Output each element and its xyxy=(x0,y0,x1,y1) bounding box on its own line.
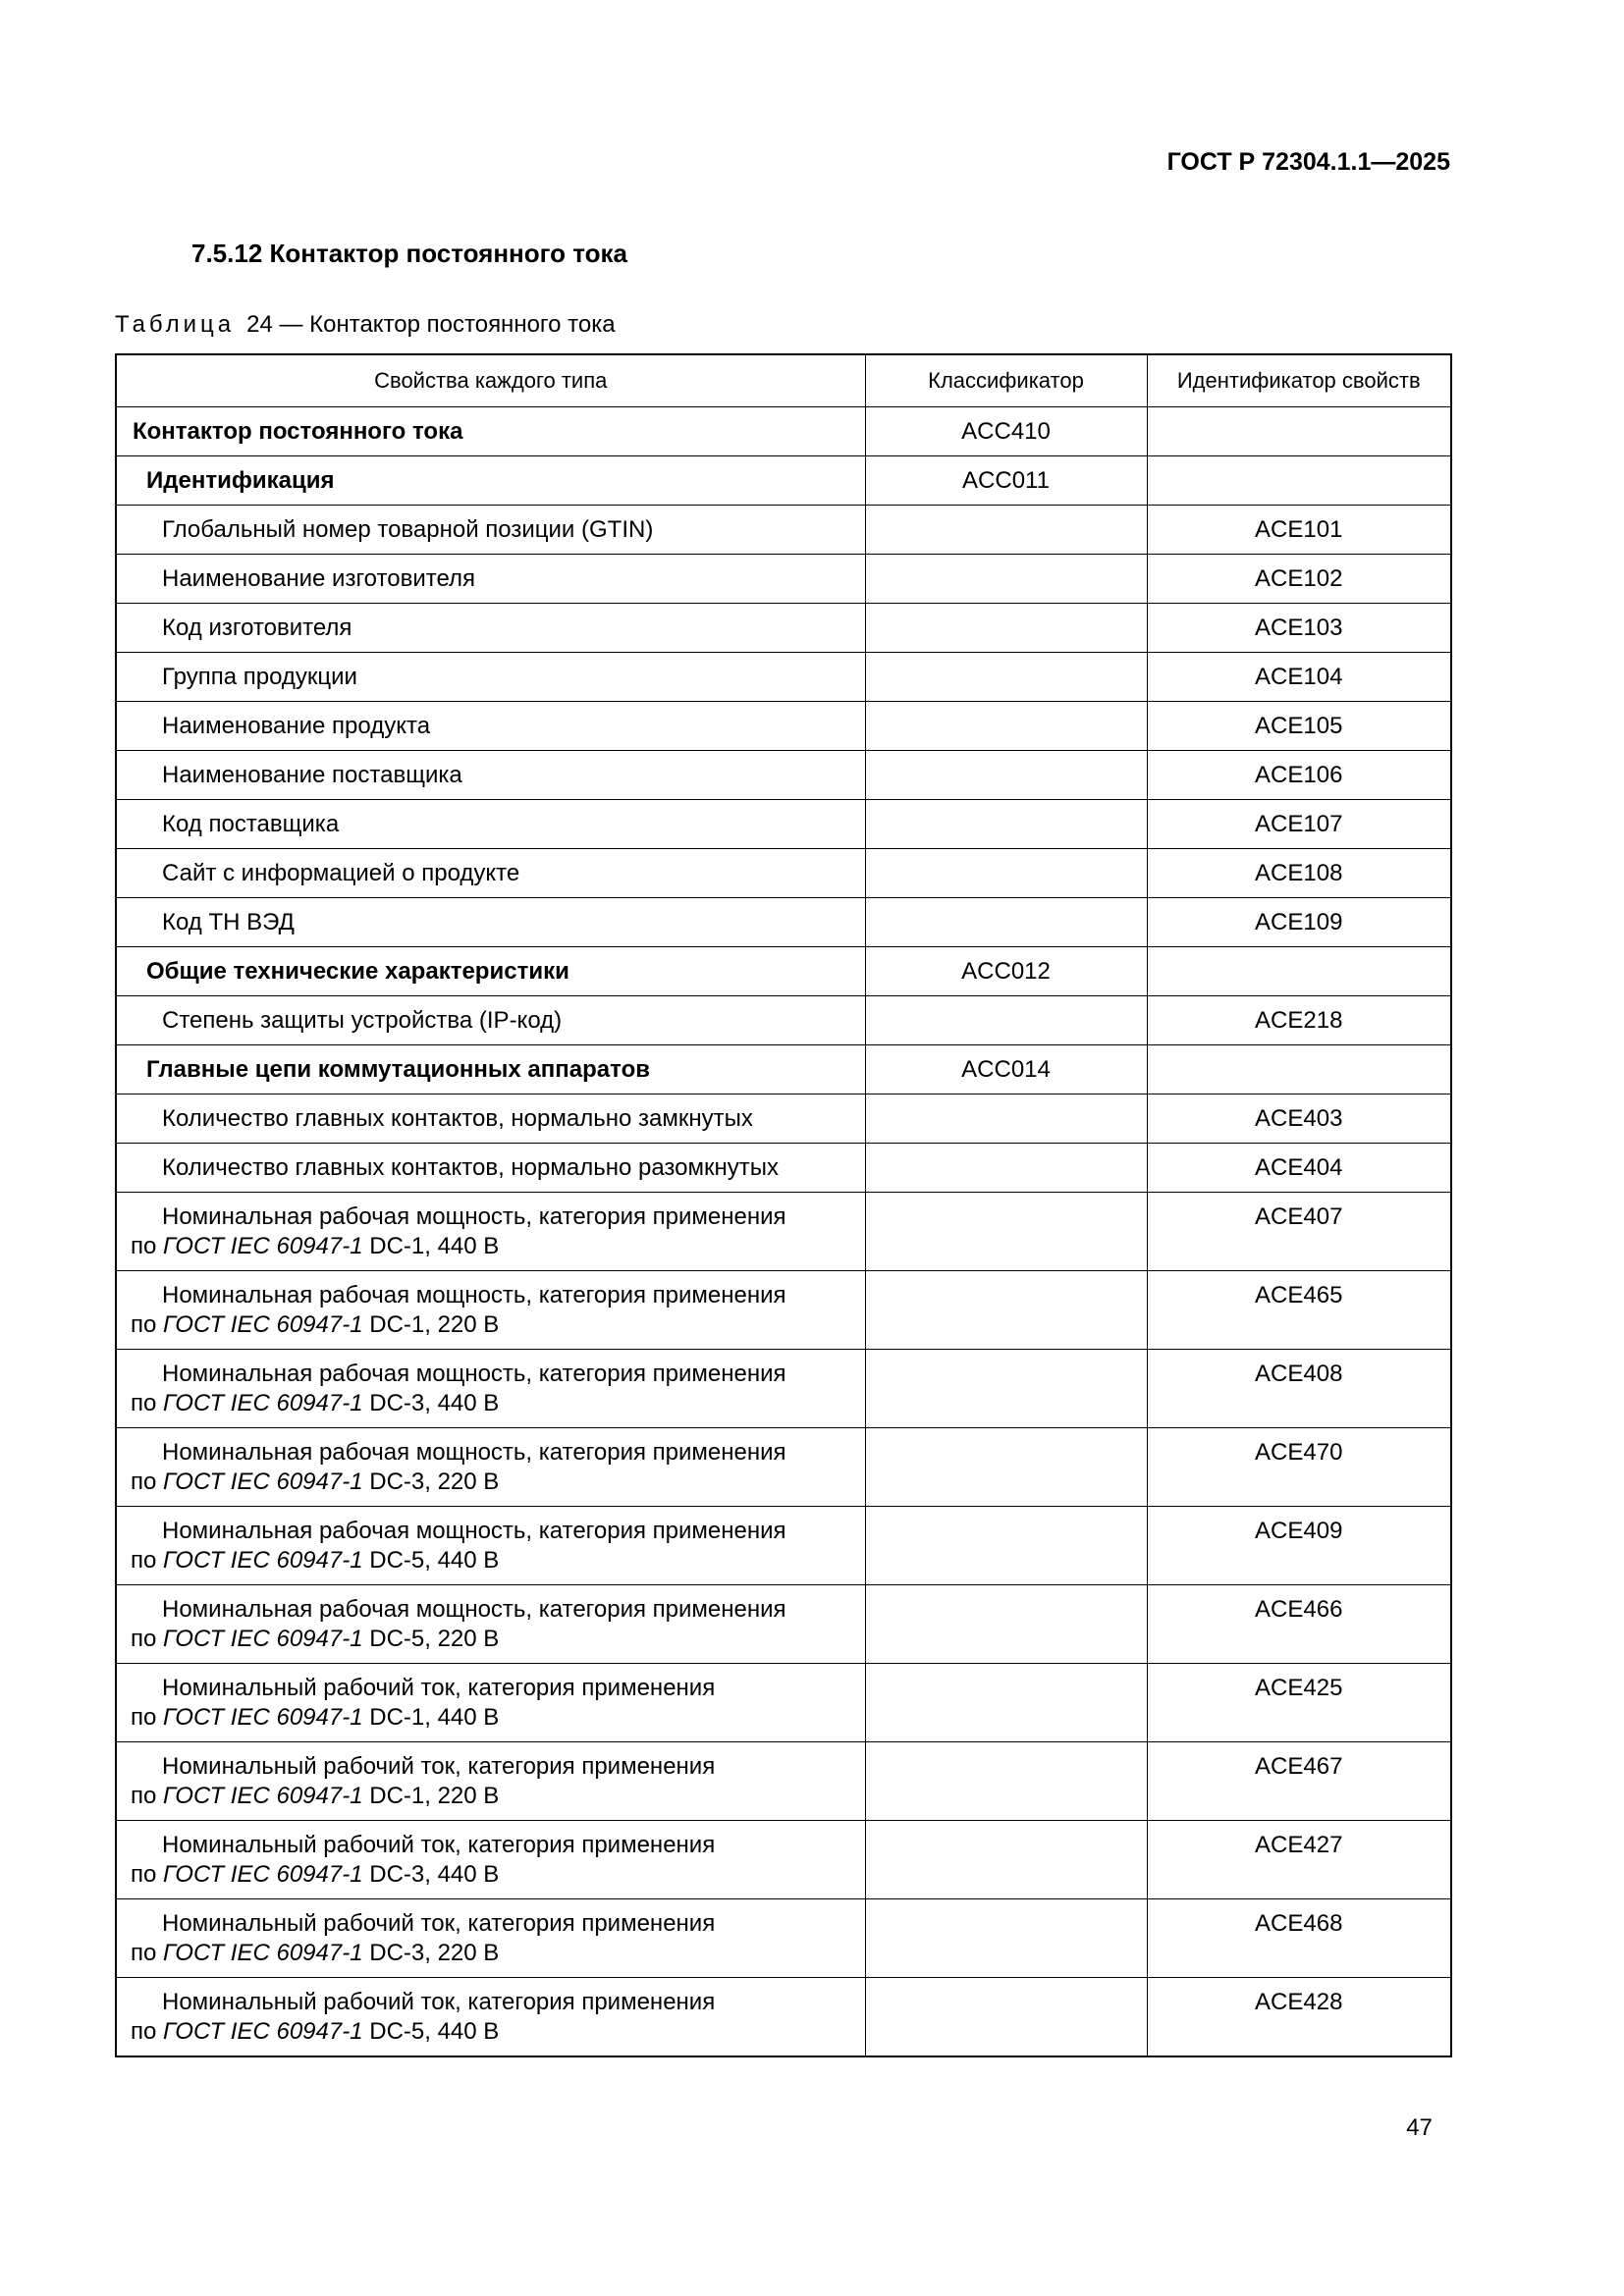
property-cell xyxy=(116,1045,865,1095)
identifier-cell: ACE425 xyxy=(1147,1664,1451,1742)
table-row xyxy=(116,1899,1451,1978)
property-cell xyxy=(116,996,865,1045)
classifier-cell xyxy=(865,1507,1147,1585)
identifier-cell: ACE409 xyxy=(1147,1507,1451,1585)
property-text-segment: Номинальный рабочий ток, категория применения xyxy=(162,1753,716,1780)
property-text-segment: по xyxy=(131,1547,164,1574)
property-text-segment: Группа продукции xyxy=(162,664,357,690)
identifier-cell: ACE408 xyxy=(1147,1350,1451,1428)
property-text-segment: Главные цепи коммутационных аппаратов xyxy=(146,1056,650,1083)
property-text-segment: DC-1, 440 В xyxy=(362,1233,500,1259)
property-text-segment: Номинальный рабочий ток, категория применения xyxy=(162,1989,716,2015)
table-header-row xyxy=(116,354,1451,407)
table-row xyxy=(116,898,1451,947)
property-cell xyxy=(116,947,865,996)
property-text-segment: по xyxy=(131,1311,164,1338)
property-text-segment: ГОСТ IEC 60947-1 xyxy=(163,1547,363,1574)
identifier-cell: ACE104 xyxy=(1147,653,1451,702)
property-text-segment: ГОСТ IEC 60947-1 xyxy=(163,1783,363,1809)
identifier-cell: ACE465 xyxy=(1147,1271,1451,1350)
identifier-cell: ACE468 xyxy=(1147,1899,1451,1978)
classifier-cell xyxy=(865,898,1147,947)
property-text-segment: Наименование продукта xyxy=(162,713,431,739)
property-text-segment: Контактор постоянного тока xyxy=(133,418,463,445)
table-caption-text: 24 — Контактор постоянного тока xyxy=(246,311,616,338)
identifier-cell: ACE109 xyxy=(1147,898,1451,947)
property-text-segment: Номинальная рабочая мощность, категория применения xyxy=(162,1282,786,1308)
table-row xyxy=(116,604,1451,653)
identifier-cell: ACE403 xyxy=(1147,1095,1451,1144)
table-row xyxy=(116,1821,1451,1899)
property-cell xyxy=(116,1899,865,1978)
table-row xyxy=(116,1271,1451,1350)
table-24 xyxy=(115,353,1452,2057)
table-row xyxy=(116,456,1451,506)
classifier-cell xyxy=(865,555,1147,604)
property-cell xyxy=(116,1144,865,1193)
property-cell xyxy=(116,456,865,506)
classifier-cell xyxy=(865,1585,1147,1664)
document-page xyxy=(115,147,1450,2142)
property-text-segment: DC-3, 440 В xyxy=(362,1390,500,1416)
property-cell xyxy=(116,1821,865,1899)
property-text-segment: Наименование изготовителя xyxy=(162,565,475,592)
table-row xyxy=(116,1350,1451,1428)
property-cell xyxy=(116,506,865,555)
identifier-cell: ACE427 xyxy=(1147,1821,1451,1899)
column-header-identifier: Идентификатор свойств xyxy=(1147,354,1451,407)
property-text-segment: по xyxy=(131,1390,164,1416)
table-row xyxy=(116,849,1451,898)
property-text-segment: Номинальный рабочий ток, категория применения xyxy=(162,1675,716,1701)
property-text-segment: по xyxy=(131,1626,164,1652)
column-header-properties: Свойства каждого типа xyxy=(116,354,865,407)
property-text-segment: Глобальный номер товарной позиции (GTIN) xyxy=(162,516,654,543)
property-text-segment: DC-5, 440 В xyxy=(362,1547,500,1574)
identifier-cell: ACE105 xyxy=(1147,702,1451,751)
column-header-classifier: Классификатор xyxy=(865,354,1147,407)
identifier-cell: ACE218 xyxy=(1147,996,1451,1045)
property-text-segment: Идентификация xyxy=(146,467,335,494)
property-text-segment: DC-5, 220 В xyxy=(362,1626,500,1652)
property-text-segment: ГОСТ IEC 60947-1 xyxy=(163,1940,363,1966)
running-header: ГОСТ Р 72304.1.1—2025 xyxy=(1166,148,1450,176)
table-row xyxy=(116,1193,1451,1271)
section-heading: 7.5.12 Контактор постоянного тока xyxy=(191,239,627,268)
table-caption xyxy=(115,310,1450,340)
table-row xyxy=(116,1742,1451,1821)
identifier-cell xyxy=(1147,1045,1451,1095)
property-text-segment: DC-1, 440 В xyxy=(362,1704,500,1731)
property-cell xyxy=(116,1428,865,1507)
property-text-segment: Номинальная рабочая мощность, категория применения xyxy=(162,1361,786,1387)
classifier-cell xyxy=(865,849,1147,898)
identifier-cell: ACE470 xyxy=(1147,1428,1451,1507)
classifier-cell: ACC014 xyxy=(865,1045,1147,1095)
classifier-cell: ACC012 xyxy=(865,947,1147,996)
property-text-segment: DC-5, 440 В xyxy=(362,2018,500,2045)
property-cell xyxy=(116,1271,865,1350)
classifier-cell xyxy=(865,604,1147,653)
property-cell xyxy=(116,898,865,947)
identifier-cell: ACE428 xyxy=(1147,1978,1451,2057)
identifier-cell: ACE102 xyxy=(1147,555,1451,604)
property-text-segment: по xyxy=(131,1940,164,1966)
property-text-segment: Количество главных контактов, нормально разомкнутых xyxy=(162,1154,779,1181)
classifier-cell xyxy=(865,506,1147,555)
property-text-segment: ГОСТ IEC 60947-1 xyxy=(163,1861,363,1888)
classifier-cell xyxy=(865,1193,1147,1271)
classifier-cell xyxy=(865,653,1147,702)
property-cell xyxy=(116,1742,865,1821)
table-row xyxy=(116,996,1451,1045)
classifier-cell xyxy=(865,1899,1147,1978)
table-row xyxy=(116,1045,1451,1095)
classifier-cell xyxy=(865,1978,1147,2057)
property-text-segment: DC-3, 440 В xyxy=(362,1861,500,1888)
property-cell xyxy=(116,1585,865,1664)
property-cell xyxy=(116,751,865,800)
property-text-segment: Номинальный рабочий ток, категория применения xyxy=(162,1832,716,1858)
property-text-segment: Номинальная рабочая мощность, категория применения xyxy=(162,1596,786,1623)
property-cell xyxy=(116,800,865,849)
property-text-segment: ГОСТ IEC 60947-1 xyxy=(163,1233,363,1259)
identifier-cell xyxy=(1147,947,1451,996)
property-cell xyxy=(116,702,865,751)
table-row xyxy=(116,751,1451,800)
identifier-cell: ACE467 xyxy=(1147,1742,1451,1821)
classifier-cell xyxy=(865,1428,1147,1507)
property-text-segment: по xyxy=(131,1233,164,1259)
table-row xyxy=(116,1428,1451,1507)
table-row xyxy=(116,1095,1451,1144)
property-text-segment: Номинальный рабочий ток, категория применения xyxy=(162,1910,716,1937)
property-text-segment: DC-3, 220 В xyxy=(362,1940,500,1966)
identifier-cell: ACE108 xyxy=(1147,849,1451,898)
property-text-segment: ГОСТ IEC 60947-1 xyxy=(163,1468,363,1495)
page-number: 47 xyxy=(1406,2114,1433,2141)
classifier-cell xyxy=(865,1350,1147,1428)
property-text-segment: ГОСТ IEC 60947-1 xyxy=(163,1390,363,1416)
property-text-segment: Наименование поставщика xyxy=(162,762,462,788)
property-cell xyxy=(116,1095,865,1144)
table-row xyxy=(116,555,1451,604)
table-row xyxy=(116,1507,1451,1585)
identifier-cell: ACE466 xyxy=(1147,1585,1451,1664)
identifier-cell: ACE106 xyxy=(1147,751,1451,800)
table-row xyxy=(116,1664,1451,1742)
identifier-cell xyxy=(1147,407,1451,456)
property-cell xyxy=(116,555,865,604)
property-text-segment: Номинальная рабочая мощность, категория применения xyxy=(162,1439,786,1466)
property-text-segment: DC-1, 220 В xyxy=(362,1783,500,1809)
property-text-segment: Общие технические характеристики xyxy=(146,958,569,985)
identifier-cell: ACE404 xyxy=(1147,1144,1451,1193)
table-row xyxy=(116,1978,1451,2057)
property-cell xyxy=(116,407,865,456)
property-text-segment: по xyxy=(131,1783,164,1809)
property-text-segment: DC-1, 220 В xyxy=(362,1311,500,1338)
property-text-segment: Код ТН ВЭД xyxy=(162,909,295,935)
classifier-cell xyxy=(865,996,1147,1045)
classifier-cell xyxy=(865,800,1147,849)
identifier-cell: ACE101 xyxy=(1147,506,1451,555)
classifier-cell xyxy=(865,1271,1147,1350)
property-cell xyxy=(116,1664,865,1742)
classifier-cell: ACC011 xyxy=(865,456,1147,506)
classifier-cell xyxy=(865,1664,1147,1742)
table-row xyxy=(116,1144,1451,1193)
property-text-segment: DC-3, 220 В xyxy=(362,1468,500,1495)
property-text-segment: ГОСТ IEC 60947-1 xyxy=(163,1311,363,1338)
property-cell xyxy=(116,1350,865,1428)
property-text-segment: по xyxy=(131,2018,164,2045)
identifier-cell xyxy=(1147,456,1451,506)
property-cell xyxy=(116,1978,865,2057)
property-cell xyxy=(116,849,865,898)
table-row xyxy=(116,653,1451,702)
property-text-segment: по xyxy=(131,1704,164,1731)
property-text-segment: Код изготовителя xyxy=(162,614,352,641)
property-text-segment: Сайт с информацией о продукте xyxy=(162,860,520,886)
classifier-cell: ACC410 xyxy=(865,407,1147,456)
table-row xyxy=(116,800,1451,849)
property-text-segment: ГОСТ IEC 60947-1 xyxy=(163,1704,363,1731)
property-text-segment: по xyxy=(131,1468,164,1495)
table-row xyxy=(116,947,1451,996)
identifier-cell: ACE103 xyxy=(1147,604,1451,653)
property-text-segment: Код поставщика xyxy=(162,811,340,837)
property-cell xyxy=(116,1193,865,1271)
table-row xyxy=(116,407,1451,456)
classifier-cell xyxy=(865,1742,1147,1821)
table-row xyxy=(116,702,1451,751)
classifier-cell xyxy=(865,1821,1147,1899)
property-text-segment: Номинальная рабочая мощность, категория применения xyxy=(162,1203,786,1230)
classifier-cell xyxy=(865,1095,1147,1144)
classifier-cell xyxy=(865,1144,1147,1193)
property-text-segment: Степень защиты устройства (IP-код) xyxy=(162,1007,563,1034)
property-text-segment: Количество главных контактов, нормально замкнутых xyxy=(162,1105,753,1132)
property-cell xyxy=(116,1507,865,1585)
property-text-segment: Номинальная рабочая мощность, категория применения xyxy=(162,1518,786,1544)
table-row xyxy=(116,1585,1451,1664)
classifier-cell xyxy=(865,751,1147,800)
property-text-segment: ГОСТ IEC 60947-1 xyxy=(163,1626,363,1652)
identifier-cell: ACE107 xyxy=(1147,800,1451,849)
table-row xyxy=(116,506,1451,555)
table-caption-label: Таблица xyxy=(115,311,236,338)
identifier-cell: ACE407 xyxy=(1147,1193,1451,1271)
property-text-segment: ГОСТ IEC 60947-1 xyxy=(163,2018,363,2045)
classifier-cell xyxy=(865,702,1147,751)
property-cell xyxy=(116,653,865,702)
property-text-segment: по xyxy=(131,1861,164,1888)
property-cell xyxy=(116,604,865,653)
table-body xyxy=(116,407,1451,2057)
